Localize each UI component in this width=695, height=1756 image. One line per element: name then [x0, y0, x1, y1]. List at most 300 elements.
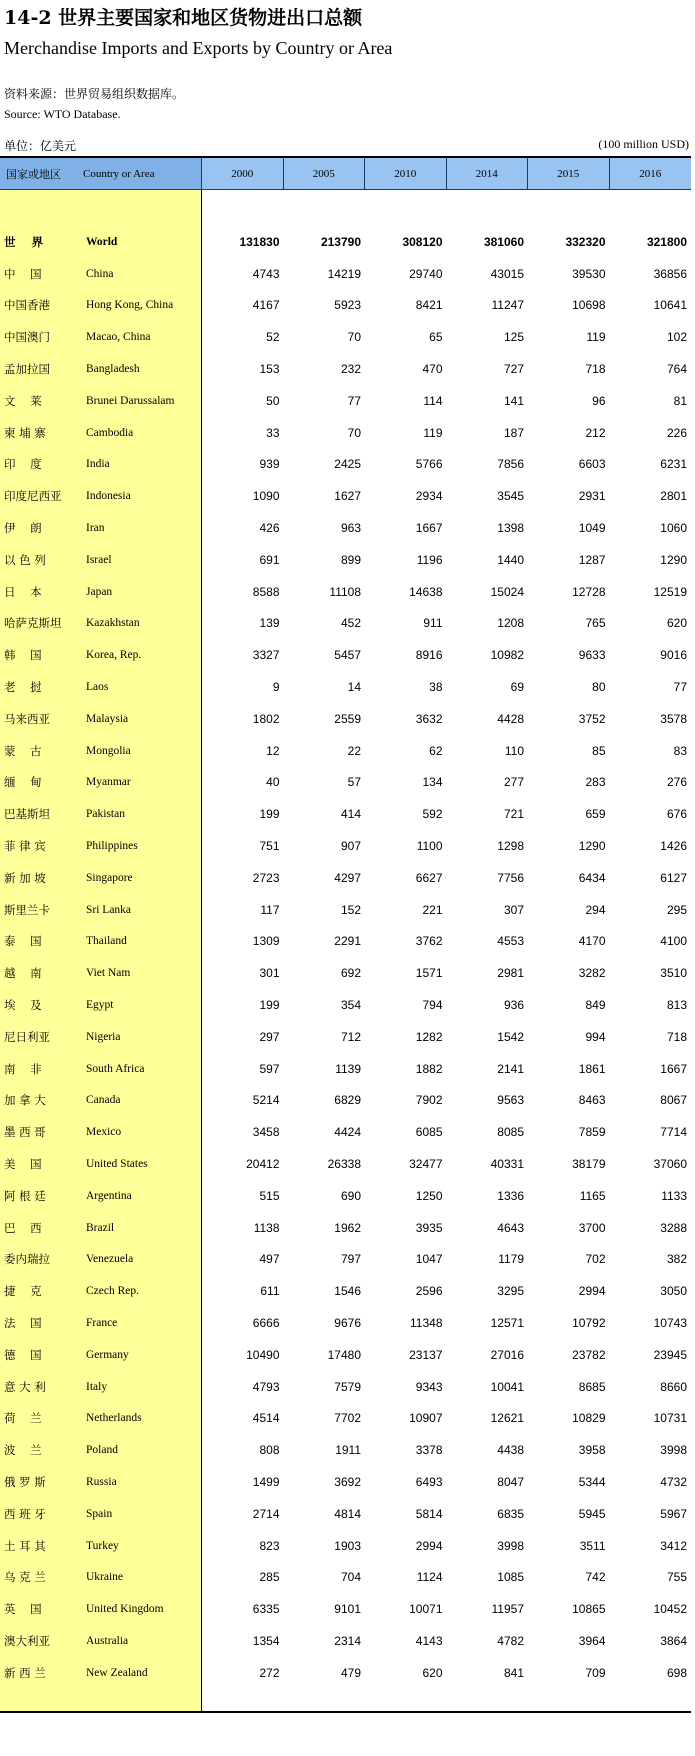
- value-cell-2014: 4553: [497, 934, 524, 949]
- source-note-chinese: 资料来源：世界贸易组织数据库。: [4, 87, 185, 101]
- value-cell-2005: 213790: [320, 234, 361, 249]
- value-cell-2016: 3412: [660, 1538, 687, 1553]
- value-cell-2000: 50: [266, 393, 280, 408]
- value-cell-2014: 3545: [497, 489, 524, 504]
- value-cell-2015: 8685: [578, 1379, 606, 1394]
- source-note-english: Source: WTO Database.: [4, 107, 121, 121]
- value-cell-2016: 295: [666, 902, 687, 917]
- table-row: [0, 1244, 691, 1276]
- table-row: [0, 1434, 691, 1466]
- table-header: [0, 158, 691, 189]
- country-name-en: Germany: [86, 1348, 129, 1361]
- value-cell-2005: 57: [347, 775, 361, 790]
- value-cell-2000: 4167: [252, 298, 280, 313]
- value-cell-2010: 2934: [415, 489, 443, 504]
- country-name-cn: 以 色 列: [4, 552, 46, 567]
- value-cell-2015: 3282: [578, 966, 606, 981]
- table-body: [0, 226, 691, 1689]
- value-cell-2015: 709: [585, 1665, 606, 1680]
- value-cell-2016: 36856: [653, 266, 687, 281]
- table-row-world-total: [0, 226, 691, 258]
- value-cell-2000: 808: [259, 1443, 280, 1458]
- value-cell-2010: 2596: [415, 1284, 443, 1299]
- value-cell-2015: 2994: [578, 1284, 606, 1299]
- value-cell-2005: 70: [347, 330, 361, 345]
- value-cell-2005: 6829: [334, 1093, 361, 1108]
- value-cell-2000: 52: [266, 330, 280, 345]
- country-name-en: Hong Kong, China: [86, 299, 174, 312]
- value-cell-2015: 3958: [578, 1443, 606, 1458]
- value-cell-2014: 2981: [497, 966, 524, 981]
- value-cell-2016: 9016: [660, 648, 687, 663]
- country-name-cn: 孟加拉国: [4, 362, 50, 377]
- value-cell-2014: 43015: [490, 266, 524, 281]
- value-cell-2000: 1090: [252, 489, 280, 504]
- value-cell-2014: 727: [503, 362, 524, 377]
- table-row: [0, 1561, 691, 1593]
- value-cell-2016: 81: [673, 393, 687, 408]
- value-cell-2015: 23782: [572, 1347, 606, 1362]
- country-name-en: Kazakhstan: [86, 617, 140, 630]
- value-cell-2015: 38179: [572, 1157, 606, 1171]
- country-name-cn: 俄 罗 斯: [4, 1474, 46, 1489]
- value-cell-2010: 1282: [415, 1029, 443, 1044]
- value-cell-2015: 994: [585, 1029, 606, 1044]
- country-name-cn: 巴基斯坦: [4, 807, 50, 822]
- value-cell-2014: 8085: [497, 1125, 524, 1140]
- country-name-cn: 巴 西: [4, 1220, 42, 1235]
- table-row: [0, 449, 691, 481]
- value-cell-2014: 4782: [497, 1633, 524, 1648]
- value-cell-2016: 8067: [660, 1093, 687, 1108]
- country-name-cn: 南 非: [4, 1061, 42, 1076]
- country-name-cn: 文 莱: [4, 393, 42, 408]
- country-name-cn: 委内瑞拉: [4, 1252, 50, 1267]
- table-bottom-rule: [0, 1711, 691, 1713]
- table-row: [0, 290, 691, 322]
- header-year-2000: 2000: [202, 158, 284, 189]
- value-cell-2016: 12519: [653, 584, 687, 599]
- value-cell-2010: 1047: [415, 1252, 443, 1267]
- value-cell-2014: 8047: [497, 1474, 524, 1489]
- table-row: [0, 767, 691, 799]
- country-name-cn: 西 班 牙: [4, 1506, 46, 1521]
- table-row: [0, 608, 691, 640]
- value-cell-2014: 12571: [490, 1315, 524, 1330]
- value-cell-2016: 2801: [660, 489, 687, 504]
- value-cell-2005: 1911: [335, 1443, 361, 1458]
- value-cell-2016: 226: [666, 425, 687, 440]
- value-cell-2005: 3692: [334, 1474, 361, 1489]
- value-cell-2000: 153: [259, 362, 280, 377]
- value-cell-2000: 515: [259, 1188, 280, 1203]
- value-cell-2016: 1290: [660, 552, 687, 567]
- value-cell-2000: 497: [259, 1252, 280, 1267]
- value-cell-2015: 10698: [572, 298, 606, 313]
- country-name-cn: 中 国: [4, 266, 42, 281]
- unit-label-chinese: 单位：亿美元: [4, 139, 77, 153]
- country-name-cn: 马来西亚: [4, 711, 50, 726]
- value-cell-2000: 939: [259, 457, 280, 472]
- value-cell-2015: 8463: [578, 1093, 606, 1108]
- value-cell-2005: 1627: [334, 489, 361, 504]
- value-cell-2000: 4793: [252, 1379, 280, 1394]
- value-cell-2014: 1542: [497, 1029, 524, 1044]
- value-cell-2015: 10792: [572, 1315, 606, 1330]
- value-cell-2000: 40: [266, 775, 280, 790]
- value-cell-2010: 8421: [415, 298, 443, 313]
- value-cell-2016: 3510: [660, 966, 687, 981]
- value-cell-2010: 1667: [415, 521, 443, 536]
- table-row: [0, 1116, 691, 1148]
- value-cell-2000: 199: [259, 998, 280, 1013]
- value-cell-2010: 1100: [416, 839, 443, 854]
- value-cell-2015: 7859: [578, 1125, 606, 1140]
- value-cell-2000: 751: [259, 839, 280, 854]
- value-cell-2000: 2714: [252, 1506, 280, 1521]
- header-year-2014: 2014: [447, 158, 529, 189]
- country-name-cn: 乌 克 兰: [4, 1570, 46, 1585]
- value-cell-2005: 354: [340, 998, 361, 1013]
- value-cell-2016: 102: [666, 330, 687, 345]
- value-cell-2010: 221: [422, 902, 443, 917]
- value-cell-2010: 1124: [416, 1570, 443, 1585]
- value-cell-2014: 3295: [497, 1284, 524, 1299]
- value-cell-2010: 3762: [415, 934, 443, 949]
- value-cell-2015: 3511: [579, 1538, 606, 1553]
- value-cell-2005: 152: [340, 902, 361, 917]
- table-row: [0, 671, 691, 703]
- value-cell-2016: 382: [666, 1252, 687, 1267]
- value-cell-2005: 4424: [334, 1125, 361, 1140]
- value-cell-2010: 9343: [415, 1379, 443, 1394]
- data-table: [0, 156, 691, 1711]
- country-name-cn: 中国澳门: [4, 330, 50, 345]
- value-cell-2010: 470: [422, 362, 443, 377]
- country-name-en: France: [86, 1316, 118, 1329]
- value-cell-2014: 4643: [497, 1220, 524, 1235]
- value-cell-2014: 2141: [497, 1061, 524, 1076]
- value-cell-2005: 2314: [334, 1633, 361, 1648]
- value-cell-2005: 7702: [334, 1411, 361, 1426]
- value-cell-2000: 139: [259, 616, 280, 631]
- table-row: [0, 576, 691, 608]
- country-name-cn: 印 度: [4, 457, 42, 472]
- country-name-cn: 德 国: [4, 1347, 42, 1362]
- value-cell-2014: 12621: [490, 1411, 524, 1426]
- value-cell-2005: 232: [340, 362, 361, 377]
- value-cell-2015: 4170: [578, 934, 606, 949]
- value-cell-2010: 1250: [415, 1188, 443, 1203]
- value-cell-2014: 187: [503, 425, 524, 440]
- value-cell-2016: 4100: [660, 934, 687, 949]
- country-name-cn: 韩 国: [4, 648, 42, 663]
- country-name-en: Nigeria: [86, 1030, 121, 1043]
- value-cell-2014: 4438: [497, 1443, 524, 1458]
- value-cell-2016: 1426: [660, 839, 687, 854]
- value-cell-2014: 11247: [491, 298, 524, 313]
- country-name-en: Israel: [86, 553, 112, 566]
- value-cell-2010: 10071: [409, 1602, 443, 1617]
- country-name-en: India: [86, 458, 110, 471]
- country-name-cn: 墨 西 哥: [4, 1125, 46, 1140]
- country-name-en: Thailand: [86, 935, 127, 948]
- value-cell-2015: 6603: [578, 457, 606, 472]
- value-cell-2005: 4297: [334, 870, 361, 885]
- country-name-cn: 意 大 利: [4, 1379, 46, 1394]
- table-row: [0, 321, 691, 353]
- value-cell-2015: 1049: [578, 521, 606, 536]
- value-cell-2015: 5945: [578, 1506, 606, 1521]
- value-cell-2005: 1903: [334, 1538, 361, 1553]
- country-name-en: Spain: [86, 1507, 113, 1520]
- country-name-en: Canada: [86, 1094, 121, 1107]
- country-name-en: Venezuela: [86, 1253, 134, 1266]
- country-name-en: Iran: [86, 522, 105, 535]
- value-cell-2016: 6127: [660, 870, 687, 885]
- table-row: [0, 353, 691, 385]
- value-cell-2005: 11108: [329, 584, 361, 599]
- value-cell-2016: 10641: [653, 298, 687, 313]
- value-cell-2015: 294: [585, 902, 606, 917]
- value-cell-2016: 5967: [660, 1506, 687, 1521]
- country-name-en: Russia: [86, 1475, 117, 1488]
- value-cell-2015: 849: [585, 998, 606, 1013]
- value-cell-2015: 742: [585, 1570, 606, 1585]
- country-name-cn: 埃 及: [4, 998, 42, 1013]
- country-name-cn: 捷 克: [4, 1284, 42, 1299]
- value-cell-2015: 6434: [578, 870, 606, 885]
- value-cell-2005: 1139: [335, 1061, 361, 1076]
- table-title-english: Merchandise Imports and Exports by Country or Area: [4, 38, 393, 58]
- value-cell-2016: 8660: [660, 1379, 687, 1394]
- value-cell-2000: 8588: [252, 584, 280, 599]
- country-name-en: Viet Nam: [86, 967, 131, 980]
- value-cell-2016: 3998: [660, 1443, 687, 1458]
- value-cell-2014: 381060: [483, 234, 524, 249]
- table-row: [0, 1053, 691, 1085]
- table-row: [0, 544, 691, 576]
- value-cell-2000: 33: [266, 425, 280, 440]
- value-cell-2005: 7579: [334, 1379, 361, 1394]
- value-cell-2014: 9563: [497, 1093, 524, 1108]
- value-cell-2000: 691: [259, 552, 280, 567]
- value-cell-2014: 936: [503, 998, 524, 1013]
- country-name-cn: 中国香港: [4, 298, 50, 313]
- value-cell-2005: 963: [340, 521, 361, 536]
- country-name-cn: 加 拿 大: [4, 1093, 46, 1108]
- country-name-en: Laos: [86, 681, 109, 694]
- country-name-en: Korea, Rep.: [86, 649, 142, 662]
- country-name-cn: 哈萨克斯坦: [4, 616, 62, 631]
- table-row: [0, 1466, 691, 1498]
- value-cell-2010: 592: [422, 807, 443, 822]
- value-cell-2000: 611: [260, 1284, 280, 1299]
- country-name-en: United States: [86, 1158, 148, 1170]
- value-cell-2005: 907: [340, 839, 361, 854]
- country-name-cn: 缅 甸: [4, 775, 42, 790]
- country-name-en: Cambodia: [86, 426, 134, 439]
- value-cell-2014: 7856: [497, 457, 524, 472]
- value-cell-2000: 5214: [252, 1093, 280, 1108]
- value-cell-2014: 125: [503, 330, 524, 345]
- value-cell-2014: 10982: [490, 648, 524, 663]
- value-cell-2014: 6835: [497, 1506, 524, 1521]
- value-cell-2015: 96: [592, 393, 606, 408]
- table-row: [0, 1307, 691, 1339]
- value-cell-2000: 9: [272, 680, 280, 695]
- country-name-en: New Zealand: [86, 1666, 148, 1679]
- unit-label-english: (100 million USD): [598, 137, 689, 151]
- value-cell-2014: 307: [503, 902, 524, 917]
- value-cell-2005: 452: [340, 616, 361, 631]
- value-cell-2000: 4743: [252, 266, 280, 281]
- country-name-cn: 英 国: [4, 1602, 42, 1617]
- value-cell-2000: 1499: [252, 1474, 280, 1489]
- table-row: [0, 862, 691, 894]
- value-cell-2005: 2559: [334, 711, 361, 726]
- value-cell-2016: 3864: [660, 1633, 687, 1648]
- table-title-chinese: 14-2 世界主要国家和地区货物进出口总额: [4, 7, 363, 29]
- header-year-2010: 2010: [365, 158, 447, 189]
- country-name-cn: 荷 兰: [4, 1411, 42, 1426]
- value-cell-2016: 755: [666, 1570, 687, 1585]
- value-cell-2000: 131830: [239, 234, 280, 249]
- value-cell-2016: 77: [673, 680, 687, 695]
- value-cell-2015: 119: [586, 330, 606, 345]
- country-name-cn: 日 本: [4, 584, 42, 599]
- country-name-en: Mongolia: [86, 744, 131, 757]
- value-cell-2000: 1138: [253, 1220, 280, 1235]
- value-cell-2000: 1802: [252, 711, 280, 726]
- country-name-en: Turkey: [86, 1539, 119, 1552]
- country-name-cn: 菲 律 宾: [4, 839, 46, 854]
- value-cell-2016: 276: [666, 775, 687, 790]
- value-cell-2015: 3964: [578, 1633, 606, 1648]
- country-name-cn: 新 西 兰: [4, 1665, 46, 1680]
- country-name-en: Philippines: [86, 840, 138, 853]
- table-row: [0, 989, 691, 1021]
- value-cell-2005: 1962: [334, 1220, 361, 1235]
- value-cell-2016: 813: [666, 998, 687, 1013]
- value-cell-2010: 114: [423, 393, 443, 408]
- country-name-cn: 土 耳 其: [4, 1538, 46, 1553]
- value-cell-2010: 6627: [415, 870, 443, 885]
- value-cell-2010: 1571: [415, 966, 443, 981]
- country-name-cn: 蒙 古: [4, 743, 42, 758]
- value-cell-2010: 23137: [409, 1347, 443, 1362]
- value-cell-2016: 698: [666, 1665, 687, 1680]
- value-cell-2005: 22: [347, 743, 361, 758]
- country-name-cn: 波 兰: [4, 1443, 42, 1458]
- value-cell-2014: 110: [504, 743, 524, 758]
- value-cell-2016: 3288: [660, 1220, 687, 1235]
- value-cell-2005: 704: [340, 1570, 361, 1585]
- country-name-en: South Africa: [86, 1062, 145, 1075]
- value-cell-2000: 20412: [246, 1157, 280, 1171]
- country-name-en: Japan: [86, 585, 113, 598]
- value-cell-2014: 15024: [490, 584, 524, 599]
- header-year-2015: 2015: [528, 158, 610, 189]
- table-row: [0, 894, 691, 926]
- value-cell-2000: 426: [259, 521, 280, 536]
- country-name-en: Italy: [86, 1380, 108, 1393]
- value-cell-2016: 1133: [661, 1188, 687, 1203]
- country-name-cn: 伊 朗: [4, 521, 42, 536]
- value-cell-2015: 332320: [565, 234, 606, 249]
- value-cell-2015: 1165: [579, 1188, 606, 1203]
- country-name-en: Poland: [86, 1444, 118, 1457]
- country-name-cn: 斯里兰卡: [4, 902, 50, 917]
- value-cell-2016: 676: [666, 807, 687, 822]
- value-cell-2015: 702: [585, 1252, 606, 1267]
- value-cell-2010: 62: [429, 743, 443, 758]
- country-name-en: Brunei Darussalam: [86, 394, 175, 407]
- header-country-cn: 国家或地区: [6, 168, 61, 181]
- table-row: [0, 258, 691, 290]
- country-name-cn: 法 国: [4, 1315, 42, 1330]
- value-cell-2010: 4143: [415, 1633, 443, 1648]
- value-cell-2010: 11348: [410, 1315, 443, 1330]
- value-cell-2010: 32477: [409, 1157, 443, 1171]
- value-cell-2015: 80: [592, 680, 606, 695]
- country-name-cn: 澳大利亚: [4, 1633, 50, 1648]
- country-name-en: Indonesia: [86, 490, 131, 503]
- value-cell-2010: 2994: [415, 1538, 443, 1553]
- table-row: [0, 480, 691, 512]
- table-row: [0, 1593, 691, 1625]
- value-cell-2000: 3327: [252, 648, 280, 663]
- value-cell-2000: 3458: [252, 1125, 280, 1140]
- value-cell-2005: 77: [347, 393, 361, 408]
- value-cell-2016: 620: [666, 616, 687, 631]
- value-cell-2000: 285: [259, 1570, 280, 1585]
- value-cell-2010: 14638: [409, 584, 443, 599]
- value-cell-2005: 5923: [334, 298, 361, 313]
- value-cell-2005: 14219: [327, 266, 361, 281]
- value-cell-2000: 12: [266, 743, 280, 758]
- country-name-en: Macao, China: [86, 331, 151, 344]
- value-cell-2000: 1354: [252, 1633, 280, 1648]
- value-cell-2016: 10743: [653, 1315, 687, 1330]
- value-cell-2015: 85: [592, 743, 606, 758]
- value-cell-2005: 899: [340, 552, 361, 567]
- value-cell-2010: 620: [422, 1665, 443, 1680]
- value-cell-2014: 1336: [497, 1188, 524, 1203]
- country-name-en: Czech Rep.: [86, 1285, 140, 1298]
- value-cell-2000: 6335: [252, 1602, 280, 1617]
- value-cell-2016: 764: [666, 362, 687, 377]
- value-cell-2000: 1309: [252, 934, 280, 949]
- value-cell-2010: 1882: [415, 1061, 443, 1076]
- header-year-2016: 2016: [610, 158, 692, 189]
- table-row: [0, 1402, 691, 1434]
- country-name-cn: 美 国: [4, 1157, 42, 1171]
- value-cell-2010: 794: [422, 998, 443, 1013]
- value-cell-2005: 5457: [334, 648, 361, 663]
- country-name-cn: 新 加 坡: [4, 870, 46, 885]
- value-cell-2005: 4814: [334, 1506, 361, 1521]
- country-name-cn: 越 南: [4, 966, 42, 981]
- value-cell-2005: 9101: [334, 1602, 361, 1617]
- country-name-en: Mexico: [86, 1126, 122, 1139]
- value-cell-2010: 29740: [409, 266, 443, 281]
- value-cell-2000: 10490: [246, 1347, 280, 1362]
- country-name-cn: 印度尼西亚: [4, 489, 62, 504]
- value-cell-2016: 6231: [660, 457, 687, 472]
- value-cell-2010: 8916: [415, 648, 443, 663]
- value-cell-2014: 721: [503, 807, 524, 822]
